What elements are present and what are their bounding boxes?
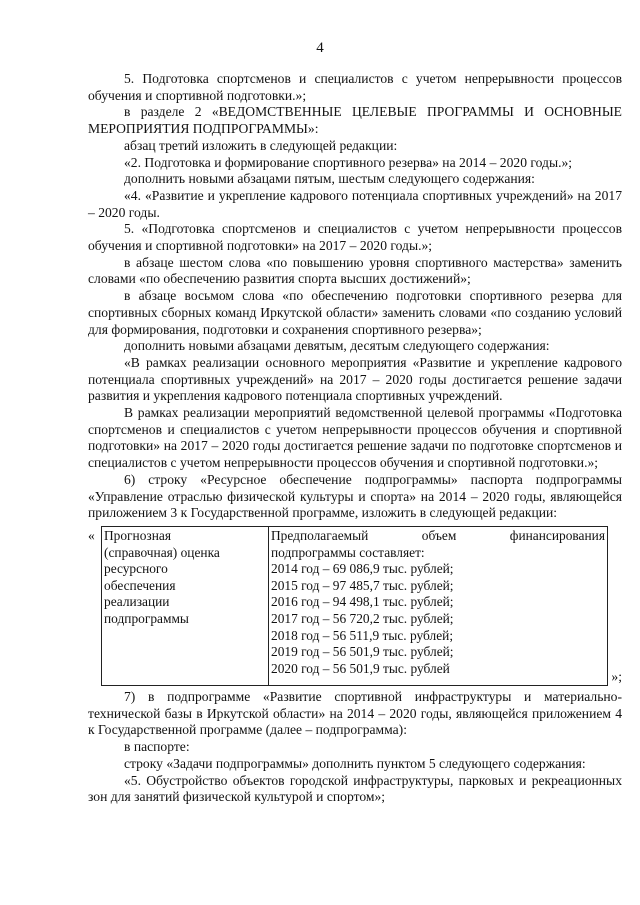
table-right-cell — [269, 526, 608, 685]
cell-line: (справочная) оценка — [104, 544, 220, 560]
paragraph: в абзаце шестом слова «по повышению уровня спортивного мастерства» заменить словами «по обеспечению развития спорта высших достижений»; — [88, 254, 622, 287]
year-funding-line: 2015 год – 97 485,7 тыс. рублей; — [271, 577, 454, 593]
cell-line: Предполагаемый объем финансирования — [271, 527, 605, 543]
table-left-cell — [102, 526, 269, 685]
year-funding-line: 2020 год – 56 501,9 тыс. рублей — [271, 660, 450, 676]
resource-provision-table — [101, 526, 608, 686]
paragraph: 7) в подпрограмме «Развитие спортивной инфраструктуры и материально-технической базы в Иркутской области» на 2014 – 2020 годы, являющейся приложением 4 к Государственной программе (далее – подпрограмма): — [88, 688, 622, 738]
paragraph: дополнить новыми абзацами пятым, шестым следующего содержания: — [124, 171, 535, 187]
paragraph: строку «Задачи подпрограммы» дополнить пунктом 5 следующего содержания: — [124, 755, 586, 771]
year-funding-line: 2016 год – 94 498,1 тыс. рублей; — [271, 594, 454, 610]
year-funding-line: 2018 год – 56 511,9 тыс. рублей; — [271, 627, 454, 643]
page-number: 4 — [316, 40, 324, 56]
cell-line: ресурсного — [104, 561, 168, 577]
paragraph: «4. «Развитие и укрепление кадрового потенциала спортивных учреждений» на 2017 – 2020 годы. — [88, 187, 622, 220]
table-close-quote: »; — [611, 669, 622, 685]
paragraph: в разделе 2 «ВЕДОМСТВЕННЫЕ ЦЕЛЕВЫЕ ПРОГРАММЫ И ОСНОВНЫЕ МЕРОПРИЯТИЯ ПОДПРОГРАММЫ»: — [88, 104, 622, 137]
paragraph: 6) строку «Ресурсное обеспечение подпрограммы» паспорта подпрограммы «Управление отраслью физической культуры и спорта» на 2014 – 2020 годы, являющейся приложением 3 к Государственной программе, изложить в следующей редакции: — [88, 471, 622, 521]
paragraph: «В рамках реализации основного мероприятия «Развитие и укрепление кадрового потенциала спортивных учреждений» на 2017 – 2020 годы достигается решение задачи развития и укрепления кадрового потенциала спортивных учреждений. — [88, 354, 622, 404]
paragraph: дополнить новыми абзацами девятым, десятым следующего содержания: — [124, 338, 550, 354]
paragraph: в паспорте: — [124, 739, 190, 755]
table-open-quote: « — [88, 527, 95, 543]
paragraph: 5. Подготовка спортсменов и специалистов с учетом непрерывности процессов обучения и спортивной подготовки.»; — [88, 71, 622, 103]
cell-line: обеспечения — [104, 577, 176, 593]
paragraph: абзац третий изложить в следующей редакции: — [124, 137, 398, 153]
cell-line: реализации — [104, 594, 170, 610]
document-body — [88, 71, 622, 806]
year-funding-line: 2017 год – 56 720,2 тыс. рублей; — [271, 610, 454, 626]
year-funding-line: 2014 год – 69 086,9 тыс. рублей; — [271, 561, 454, 577]
paragraph: В рамках реализации мероприятий ведомственной целевой программы «Подготовка спортсменов и специалистов с учетом непрерывности процессов обучения и спортивной подготовки» на 2017 – 2020 годы достигается решение задачи по подготовке спортсменов и специалистов с учетом непрерывности процессов обучения и спортивной подготовки.»; — [88, 405, 622, 471]
paragraph: «2. Подготовка и формирование спортивного резерва» на 2014 – 2020 годы.»; — [124, 154, 573, 170]
year-funding-line: 2019 год – 56 501,9 тыс. рублей; — [271, 644, 454, 660]
paragraph: «5. Обустройство объектов городской инфраструктуры, парковых и рекреационных зон для занятий физической культурой и спортом»; — [88, 772, 622, 805]
paragraph: в абзаце восьмом слова «по обеспечению подготовки спортивного резерва для спортивных сборных команд Иркутской области» заменить словами «по созданию условий для формирования, подготовки и сохранения спортивного резерва»; — [88, 288, 622, 337]
resource-table-block — [88, 526, 622, 686]
cell-line: подпрограммы — [104, 610, 189, 626]
cell-line: подпрограммы составляет: — [271, 544, 425, 560]
paragraph: 5. «Подготовка спортсменов и специалистов с учетом непрерывности процессов обучения и спортивной подготовки» на 2017 – 2020 годы.»; — [88, 221, 622, 254]
cell-line: Прогнозная — [104, 527, 171, 543]
